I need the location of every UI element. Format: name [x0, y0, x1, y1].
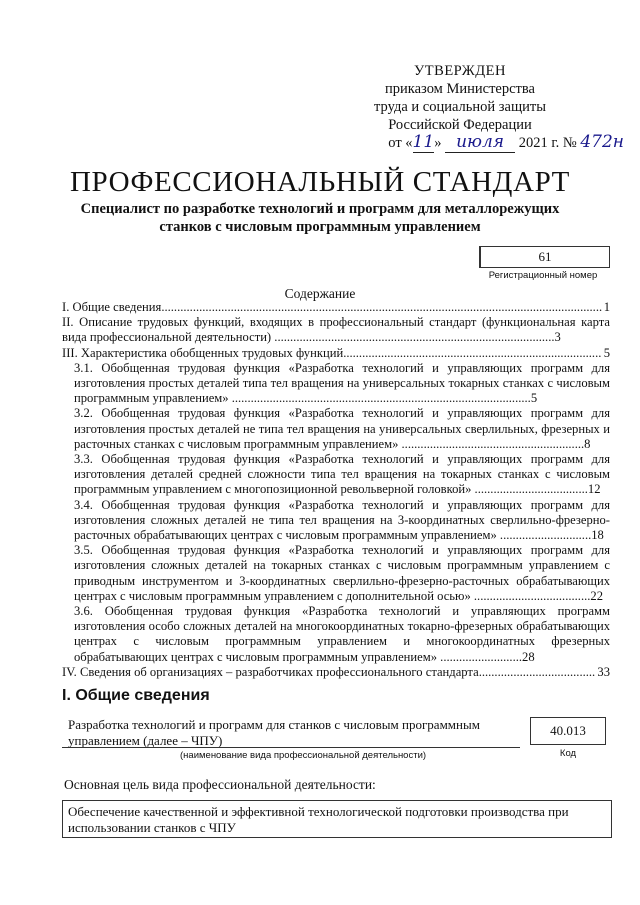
order-quote: » — [434, 135, 442, 151]
toc-item[interactable]: II. Описание трудовых функций, входящих в профессиональный стандарт (функциональная карта вида профессиональной деятельности) .........................................................................................3 — [62, 315, 610, 345]
activity-area-text: Разработка технологий и программ для станков с числовым программным управлением (далее – ЧПУ) — [68, 717, 480, 748]
handwritten-day: 11 — [412, 132, 435, 152]
toc-item-text: 3.3. Обобщенная трудовая функция «Разработка технологий и управляющих программ для изготовления деталей средней сложности типа тел вращения на токарных станках с числовым программным управлением с многопозиционной револьверной головкой» — [74, 452, 610, 497]
toc-item[interactable]: 3.2. Обобщенная трудовая функция «Разработка технологий и управляющих программ для изготовления простых деталей не типа тел вращения на универсальных сверлильных, фрезерных и расточных станках с числовым программным управлением» ..........................................................8 — [74, 406, 610, 451]
section-heading: I. Общие сведения — [62, 687, 210, 704]
toc-item-text: IV. Сведения об организациях – разработчиках профессионального стандарта — [62, 664, 479, 679]
toc-item[interactable] — [62, 665, 610, 680]
toc-item-text: 3.2. Обобщенная трудовая функция «Разработка технологий и управляющих программ для изготовления простых деталей не типа тел вращения на универсальных сверлильных, фрезерных и расточных станках с числовым программным управлением» — [74, 406, 610, 451]
toc-item-text: 3.5. Обобщенная трудовая функция «Разработка технологий и управляющих программ для изготовления сложных деталей на токарных станках с числовым программным управлением с приводным инструментом и 3-координатных сверлильно-фрезерно-расточных обрабатывающих центрах с числовым программным управлением с дополнительной осью» — [74, 543, 610, 603]
order-date-number — [388, 132, 624, 153]
toc-item-page: 3 — [554, 330, 561, 345]
approved-label: УТВЕРЖДЕН — [414, 63, 506, 79]
approval-line-2: труда и социальной защиты — [374, 99, 546, 115]
toc-item[interactable]: 3.5. Обобщенная трудовая функция «Разработка технологий и управляющих программ для изготовления сложных деталей на токарных станках с числовым программным управлением с приводным инструментом и 3-координатных сверлильно-фрезерно-расточных обрабатывающих центрах с числовым программным управлением с дополнительной осью» .....................................22 — [74, 543, 610, 603]
toc-item-page: 18 — [591, 528, 604, 543]
toc-item-page: 33 — [597, 664, 610, 679]
toc-item-text: 3.1. Обобщенная трудовая функция «Разработка технологий и управляющих программ для изготовления простых деталей типа тел вращения на универсальных токарных станках с числовым программным управлением» — [74, 360, 610, 406]
toc-item-page: 28 — [522, 649, 535, 664]
activity-code-caption: Код — [559, 748, 577, 759]
toc-item-text: III. Характеристика обобщенных трудовых функций — [62, 345, 344, 360]
approval-line-1: приказом Министерства — [385, 81, 535, 97]
toc-item[interactable] — [62, 346, 610, 361]
toc-item-page: 5 — [530, 391, 538, 406]
toc-item[interactable]: 3.3. Обобщенная трудовая функция «Разработка технологий и управляющих программ для изготовления деталей средней сложности типа тел вращения на токарных станках с числовым программным управлением с многопозиционной револьверной головкой» ....................................12 — [74, 452, 610, 497]
activity-area-underline — [62, 747, 520, 748]
table-of-contents — [62, 300, 610, 680]
toc-item-page: 5 — [603, 345, 610, 360]
toc-item-text: 3.4. Обобщенная трудовая функция «Разработка технологий и управляющих программ для изготовления сложных деталей не типа тел вращения на 3-координатных сверлильно-фрезерно-расточных обрабатывающих центрах с числовым программным управлением» — [74, 497, 610, 543]
toc-item[interactable]: 3.6. Обобщенная трудовая функция «Разработка технологий и управляющих программ изготовления особо сложных деталей на многокоординатных токарно-фрезерных обрабатывающих центрах с числовым программным управлением и многокоординатных фрезерных обрабатывающих центрах с числовым программным управлением» ..........................28 — [74, 604, 610, 664]
toc-item[interactable] — [62, 300, 610, 315]
toc-item-page: 12 — [587, 482, 601, 497]
document-title: ПРОФЕССИОНАЛЬНЫЙ СТАНДАРТ — [70, 166, 570, 198]
registration-number-box: 61 — [479, 246, 610, 268]
order-year: 2021 г. № — [518, 135, 577, 151]
activity-code-box: 40.013 — [530, 717, 606, 745]
order-from: от « — [388, 135, 413, 151]
toc-item-text: II. Описание трудовых функций, входящих в профессиональный стандарт (функциональная карта вида профессиональной деятельности) — [62, 315, 610, 345]
goal-label: Основная цель вида профессиональной деятельности: — [64, 777, 376, 792]
toc-item-page: 8 — [584, 436, 591, 451]
handwritten-number: 472н — [580, 132, 624, 152]
toc-item-page: 1 — [603, 300, 610, 314]
toc-item[interactable]: 3.1. Обобщенная трудовая функция «Разработка технологий и управляющих программ для изготовления простых деталей типа тел вращения на универсальных токарных станках с числовым программным управлением» ...............................................................................................5 — [74, 360, 610, 406]
approval-block — [350, 62, 570, 134]
approval-line-3: Российской Федерации — [388, 117, 532, 133]
toc-title: Содержание — [284, 286, 356, 301]
toc-item-text: I. Общие сведения — [62, 300, 162, 314]
toc-item-text: 3.6. Обобщенная трудовая функция «Разработка технологий и управляющих программ изготовления особо сложных деталей на многокоординатных токарно-фрезерных обрабатывающих центрах с числовым программным управлением и многокоординатных фрезерных обрабатывающих центрах с числовым программным управлением» — [74, 604, 610, 664]
document-subtitle: Специалист по разработке технологий и программ для металлорежущих станков с числовым программным управлением — [80, 201, 560, 235]
handwritten-month: июля — [445, 132, 515, 153]
activity-area-caption: (наименование вида профессиональной деятельности) — [180, 750, 427, 761]
registration-number-caption: Регистрационный номер — [488, 270, 598, 281]
goal-text: Обеспечение качественной и эффективной технологической подготовки производства при использовании станков с ЧПУ — [68, 804, 569, 835]
toc-item-page: 22 — [590, 588, 603, 603]
toc-item[interactable]: 3.4. Обобщенная трудовая функция «Разработка технологий и управляющих программ для изготовления сложных деталей не типа тел вращения на 3-координатных сверлильно-фрезерно-расточных обрабатывающих центрах с числовым программным управлением» .............................18 — [74, 497, 610, 543]
